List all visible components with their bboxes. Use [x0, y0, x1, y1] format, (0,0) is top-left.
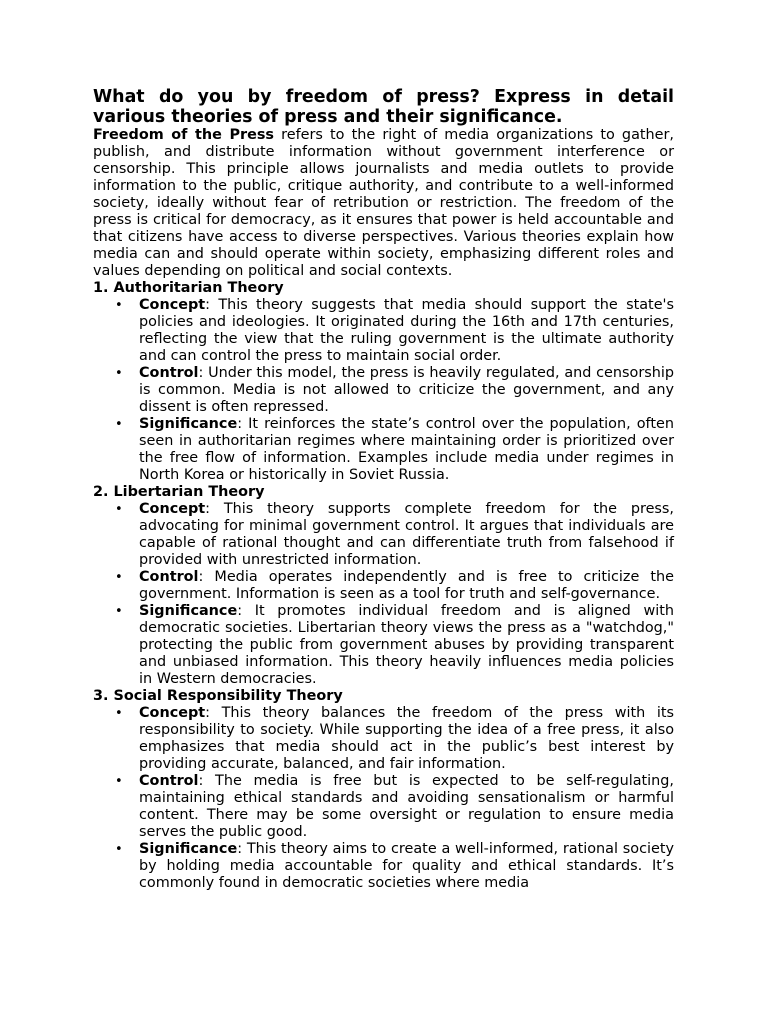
- bullet-icon: •: [115, 774, 123, 789]
- bullet-icon: •: [115, 604, 123, 619]
- item-label: Concept: [139, 297, 206, 313]
- bullet-icon: •: [115, 706, 123, 721]
- item-text: : This theory balances the freedom of the press with its responsibility to society. While supporting the idea of a free press, it also emphasizes that media should act in the public’s best interest by providing accurate, balanced, and fair information.: [139, 705, 674, 772]
- item-label: Concept: [139, 705, 206, 721]
- item-label: Control: [139, 773, 199, 789]
- item-label: Significance: [139, 416, 238, 432]
- item-text: : This theory aims to create a well-informed, rational society by holding media accountable for quality and ethical standards. It’s commonly found in democratic societies where media: [139, 841, 674, 891]
- bullet-icon: •: [115, 842, 123, 857]
- item-text: : The media is free but is expected to be self-regulating, maintaining ethical standards and avoiding sensationalism or harmful content. There may be some oversight or regulation to ensure media serves the public good.: [139, 773, 674, 840]
- list-item: [115, 501, 674, 569]
- item-text: : It promotes individual freedom and is aligned with democratic societies. Libertarian theory views the press as a "watchdog," protecting the public from government abuses by providing transparent and unbiased information. This theory heavily influences media policies in Western democracies.: [139, 603, 674, 687]
- item-label: Control: [139, 569, 199, 585]
- bullet-icon: •: [115, 502, 123, 517]
- bullet-icon: •: [115, 298, 123, 313]
- intro-lead: Freedom of the Press: [93, 127, 274, 143]
- list-item: [115, 603, 674, 688]
- social-responsibility-list: [93, 705, 674, 892]
- list-item: [115, 416, 674, 484]
- list-item: [115, 569, 674, 603]
- item-label: Significance: [139, 841, 238, 857]
- bullet-icon: •: [115, 366, 123, 381]
- intro-paragraph: [93, 127, 674, 280]
- libertarian-list: [93, 501, 674, 688]
- item-text: : It reinforces the state’s control over the population, often seen in authoritarian regimes where maintaining order is prioritized over the free flow of information. Examples include media under regimes in North Korea or historically in Soviet Russia.: [139, 416, 674, 483]
- bullet-icon: •: [115, 417, 123, 432]
- item-label: Significance: [139, 603, 238, 619]
- item-label: Concept: [139, 501, 206, 517]
- item-text: : Media operates independently and is free to criticize the government. Information is seen as a tool for truth and self-governance.: [139, 569, 674, 602]
- item-text: : Under this model, the press is heavily regulated, and censorship is common. Media is not allowed to criticize the government, and any dissent is often repressed.: [139, 365, 674, 415]
- list-item: [115, 773, 674, 841]
- page-title: What do you by freedom of press? Express in detail various theories of press and their significance.: [93, 87, 674, 127]
- list-item: [115, 297, 674, 365]
- section-heading-libertarian: 2. Libertarian Theory: [93, 484, 265, 500]
- section-heading-social-responsibility: 3. Social Responsibility Theory: [93, 688, 343, 704]
- authoritarian-list: [93, 297, 674, 484]
- list-item: [115, 705, 674, 773]
- section-heading-authoritarian: 1. Authoritarian Theory: [93, 280, 284, 296]
- item-label: Control: [139, 365, 199, 381]
- item-text: : This theory suggests that media should support the state's policies and ideologies. It originated during the 16th and 17th centuries, reflecting the view that the ruling government is the ultimate authority and can control the press to maintain social order.: [139, 297, 674, 364]
- list-item: [115, 841, 674, 892]
- list-item: [115, 365, 674, 416]
- bullet-icon: •: [115, 570, 123, 585]
- item-text: : This theory supports complete freedom for the press, advocating for minimal government control. It argues that individuals are capable of rational thought and can differentiate truth from falsehood if provided with unrestricted information.: [139, 501, 674, 568]
- intro-text: refers to the right of media organizations to gather, publish, and distribute information without government interference or censorship. This principle allows journalists and media outlets to provide information to the public, critique authority, and contribute to a well-informed society, ideally without fear of retribution or restriction. The freedom of the press is critical for democracy, as it ensures that power is held accountable and that citizens have access to diverse perspectives. Various theories explain how media can and should operate within society, emphasizing different roles and values depending on political and social contexts.: [93, 127, 674, 279]
